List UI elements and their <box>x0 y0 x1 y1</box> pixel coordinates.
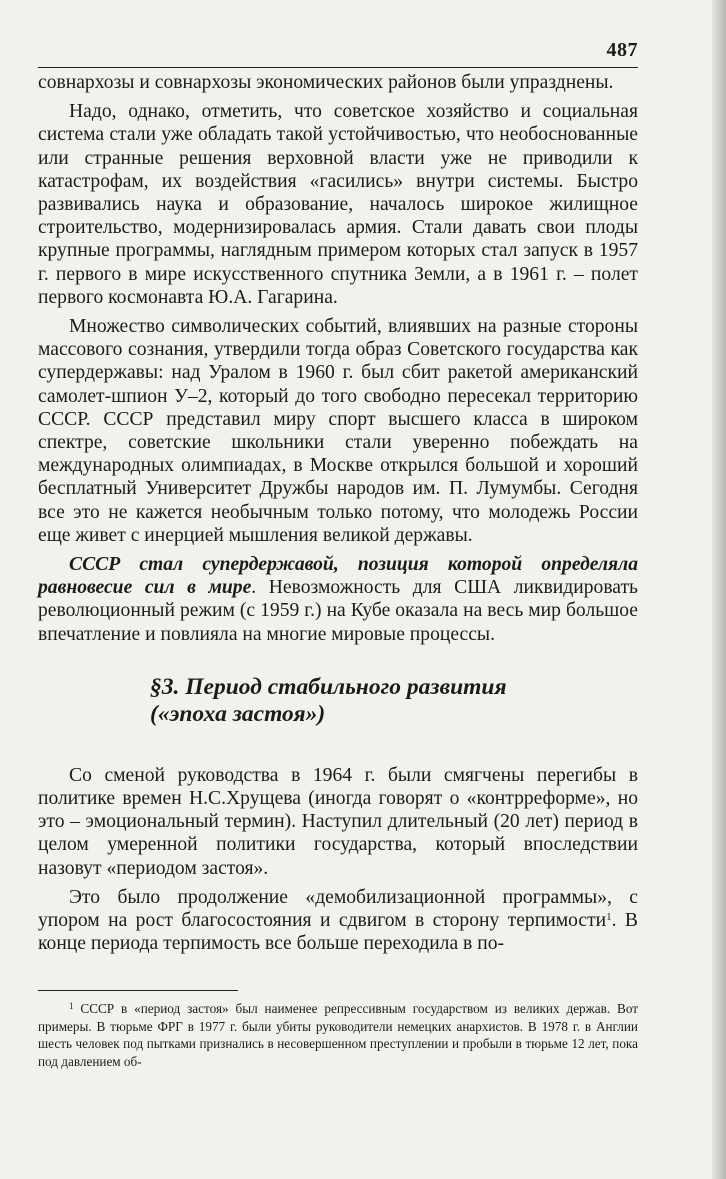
main-text <box>38 71 638 962</box>
footnote-reference: 1 <box>606 911 612 924</box>
paragraph-6 <box>38 886 638 956</box>
paragraph-2: Надо, однако, отметить, что советское хозяйство и социальная система стали уже обладать такой устойчивостью, что необоснованные или странные решения верховной власти уже не приводили к катастрофам, их воздействия «гасились» внутри системы. Быстро развивались наука и образование, началось широкое жилищное строительство, модернизировалась армия. Стали давать свои плоды крупные программы, наглядным примером которых стал запуск в 1957 г. первого в мире искусственного спутника Земли, а в 1961 г. – полет первого космонавта Ю.А. Гагарина. <box>38 101 638 308</box>
paragraph-3: Множество символических событий, влиявших на разные стороны массового сознания, утвердили тогда образ Советского государства как супердержавы: над Уралом в 1960 г. был сбит ракетой американский самолет-шпион У–2, который до того свободно пересекал территорию СССР. СССР представил миру спорт высшего класса в широком спектре, советские школьники стали уверенно побеждать на международных олимпиадах, в Москве открылся большой и хороший бесплатный Университет Дружбы народов им. П. Лумумбы. Сегодня все это не кажется необычным только потому, что молодежь России еще живет с инерцией мышления великой державы. <box>38 316 638 546</box>
paragraph-4 <box>38 553 638 646</box>
header-rule <box>38 67 638 68</box>
paragraph-6-text: Это было продолжение «демобилизационной программы», с упором на рост благосостояния и сдвигом в сторону терпимости <box>38 886 638 932</box>
paragraph-5: Со сменой руководства в 1964 г. были смягчены перегибы в политике времен Н.С.Хрущева (иногда говорят о «контрреформе», но это – эмоциональный термин). Наступил длительный (20 лет) период в целом умеренной политики государства, который впоследствии назовут «периодом застоя». <box>38 764 638 879</box>
paragraph-4-emphasis: СССР стал супердержавой, позиция которой определяла равновесие сил в мире <box>38 554 638 599</box>
section-heading <box>38 674 638 728</box>
page-number: 487 <box>606 39 638 61</box>
footnote-mark: 1 <box>69 1001 74 1011</box>
footnote <box>38 1000 638 1070</box>
section-heading-line-1: §3. Период стабильного развития <box>150 673 507 700</box>
footnote-text: СССР в «период застоя» был наименее репрессивным государством из великих держав. Вот примеры. В тюрьме ФРГ в 1977 г. были убиты руководители немецких анархистов. В 1978 г. в Англии шесть человек под пытками признались в несовершенном преступлении и пробыли в тюрьме 12 лет, пока под давлением об- <box>38 1001 638 1069</box>
paragraph-6-continuation: . В конце периода терпимость все больше переходила в по- <box>38 910 638 955</box>
paragraph-4-rest: . Невозможность для США ликвидировать революционный режим (с 1959 г.) на Кубе оказала на весь мир большое впечатление и повлияла на многие мировые процессы. <box>38 577 638 645</box>
section-heading-line-2: («эпоха застоя») <box>150 700 326 727</box>
page-edge-shadow <box>712 0 726 1179</box>
footnote-rule <box>38 990 238 991</box>
paragraph-1: совнархозы и совнархозы экономических районов были упразднены. <box>38 72 614 93</box>
